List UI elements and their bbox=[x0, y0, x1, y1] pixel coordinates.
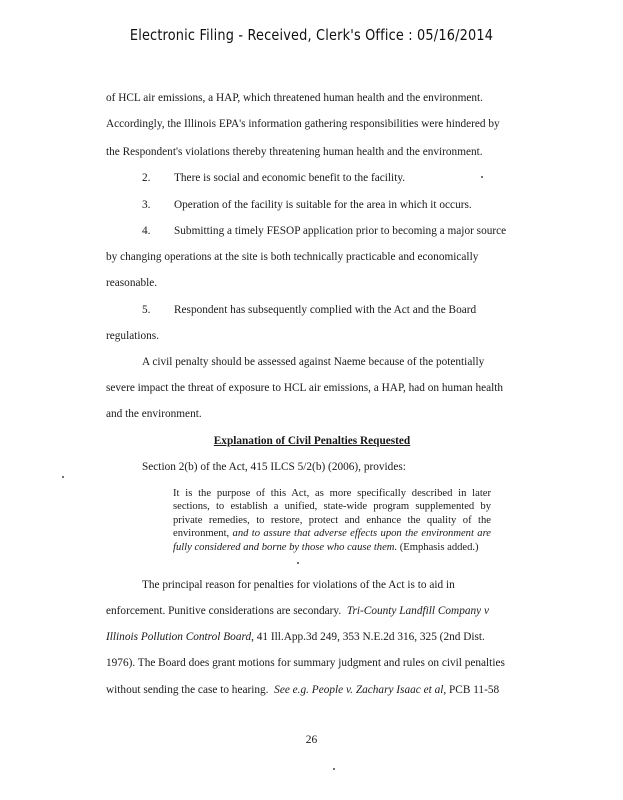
list-number: 5. bbox=[142, 304, 151, 316]
text-line bbox=[106, 605, 489, 617]
text-line bbox=[106, 684, 499, 696]
case-citation: Tri-County Landfill Company v bbox=[346, 605, 489, 617]
list-item-text: Respondent has subsequently complied with the Act and the Board bbox=[174, 304, 477, 316]
text-span: PCB 11-58 bbox=[446, 684, 500, 696]
list-number: 2. bbox=[142, 172, 151, 184]
scan-speck bbox=[481, 176, 483, 178]
text-line: Section 2(b) of the Act, 415 ILCS 5/2(b) (2006), provides: bbox=[142, 461, 406, 473]
text-span: enforcement. Punitive considerations are secondary. bbox=[106, 605, 342, 617]
case-citation: See e.g. People v. Zachary Isaac et al, bbox=[274, 684, 447, 696]
text-span: , 41 Ill.App.3d 249, 353 N.E.2d 316, 325 (2nd Dist. bbox=[251, 631, 485, 643]
text-line: of HCL air emissions, a HAP, which threatened human health and the environment. bbox=[106, 92, 483, 104]
filing-stamp-header: Electronic Filing - Received, Clerk's Office : 05/16/2014 bbox=[129, 26, 494, 44]
text-line: reasonable. bbox=[106, 277, 158, 289]
text-line: severe impact the threat of exposure to HCL air emissions, a HAP, had on human health bbox=[106, 382, 504, 394]
text-line: the Respondent's violations thereby threatening human health and the environment. bbox=[106, 146, 483, 158]
case-citation: Illinois Pollution Control Board bbox=[106, 631, 252, 643]
quote-tail: (Emphasis added.) bbox=[397, 541, 479, 553]
text-line: and the environment. bbox=[106, 408, 202, 420]
list-number: 3. bbox=[142, 199, 151, 211]
list-item-text: Submitting a timely FESOP application prior to becoming a major source bbox=[174, 225, 507, 237]
scan-speck bbox=[297, 562, 299, 564]
text-line: The principal reason for penalties for violations of the Act is to aid in bbox=[142, 579, 455, 591]
section-heading: Explanation of Civil Penalties Requested bbox=[213, 435, 411, 447]
text-line: 1976). The Board does grant motions for summary judgment and rules on civil penalties bbox=[106, 657, 505, 669]
text-line: A civil penalty should be assessed against Naeme because of the potentially bbox=[142, 356, 485, 368]
block-quote bbox=[173, 487, 491, 554]
list-item-text: There is social and economic benefit to the facility. bbox=[174, 172, 406, 184]
text-line: Accordingly, the Illinois EPA's information gathering responsibilities were hindered by bbox=[106, 118, 500, 130]
quote-text: It is the purpose of this Act, as more specifically described in later sections, to establish a unified, state-wide program supplemented by private remedies, to restore, protect and enhance the quality of the environment, bbox=[173, 488, 491, 540]
text-line: regulations. bbox=[106, 330, 160, 342]
text-line: by changing operations at the site is both technically practicable and economically bbox=[106, 251, 479, 263]
list-number: 4. bbox=[142, 225, 151, 237]
scan-speck bbox=[333, 768, 335, 770]
scan-speck bbox=[62, 476, 64, 478]
page-number: 26 bbox=[305, 734, 318, 746]
text-span: without sending the case to hearing. bbox=[106, 684, 269, 696]
text-line bbox=[106, 631, 485, 643]
quote-emphasis: and to assure that adverse effects upon the environment are fully considered and borne by those who cause them. bbox=[173, 528, 491, 553]
list-item-text: Operation of the facility is suitable for the area in which it occurs. bbox=[174, 199, 472, 211]
